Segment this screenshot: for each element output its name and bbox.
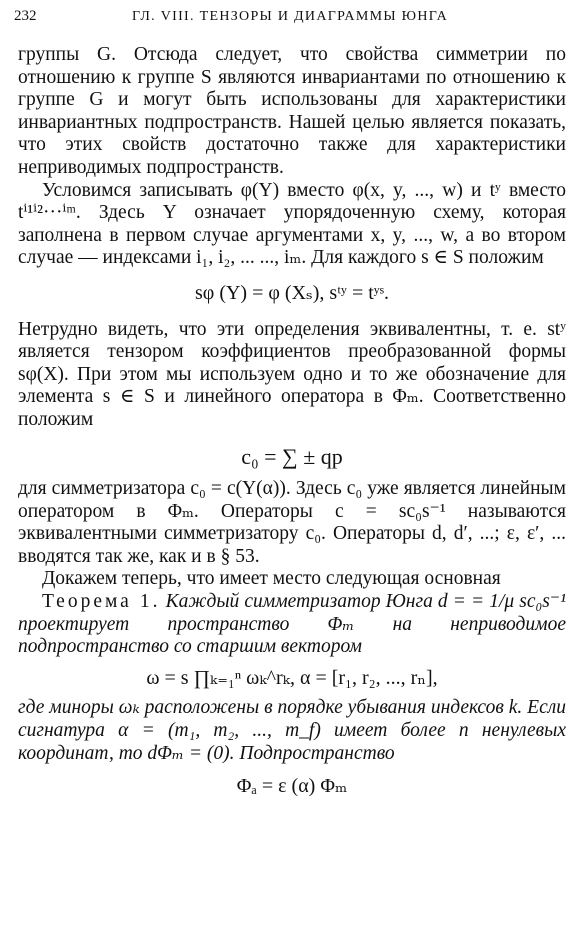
formula-3: ω = s ∏ₖ₌₁ⁿ ωₖ^rₖ, α = [r₁, r₂, ..., rₙ], xyxy=(146,666,438,689)
paragraph-2: Условимся записывать φ(Y) вместо φ(x, y, ..., w) и tʸ вместо tⁱ¹ⁱ²···ⁱᵐ. Здесь Y означает упорядоченную схему, которая заполнена в первом случае аргументами x, y, ..., w, а во втором случае — индексами i₁, i₂, ... ..., iₘ. Для каждого s ∈ S положим xyxy=(18,179,566,269)
formula-1: sφ (Y) = φ (Xₛ), sᵗʸ = tʸˢ. xyxy=(195,281,389,304)
paragraph-1: группы G. Отсюда следует, что свойства симметрии по отношению к группе S являются инвариантами по отношению к группе G и могут быть использованы для характеристики инвариантных подпространств. Нашей целью является показать, что этих свойств достаточно также для характеристики неприводимых подпространств. xyxy=(18,44,566,178)
theorem-label: Теорема 1. xyxy=(42,591,161,613)
theorem-1 xyxy=(18,591,566,659)
page-body xyxy=(18,44,566,798)
formula-2: c₀ = ∑ ± qp xyxy=(241,443,343,469)
paragraph-5: Докажем теперь, что имеет место следующая основная xyxy=(42,568,501,590)
paragraph-6: где миноры ωₖ расположены в порядке убывания индексов k. Если сигнатура α = (m₁, m₂, ..., m_f) имеет более n ненулевых координат, то dΦₘ = (0). Подпространство xyxy=(18,697,566,764)
page-header xyxy=(14,8,566,30)
paragraph-3: Нетрудно видеть, что эти определения эквивалентны, т. е. stʸ является тензором коэффициентов преобразованной формы sφ(X). При этом мы используем одно и то же обозначение для элемента s ∈ S и линейного оператора в Φₘ. Соответственно положим xyxy=(18,318,566,430)
running-head: ГЛ. VIII. ТЕНЗОРЫ И ДИАГРАММЫ ЮНГА xyxy=(131,9,449,24)
paragraph-4: для симметризатора c₀ = c(Y(α)). Здесь c₀ уже является линейным оператором в Φₘ. Операторы c = sc₀s⁻¹ называются эквивалентными симметризатору c₀. Операторы d, d′, ...; ε, ε′, ... вводятся так же, как и в § 53. xyxy=(18,478,566,567)
theorem-text: Каждый симметризатор Юнга d = = 1/μ sc₀s⁻¹ проектирует пространство Φₘ на неприводимое подпространство со старшим вектором xyxy=(18,591,567,658)
formula-4: Φₐ = ε (α) Φₘ xyxy=(236,775,348,798)
page-number: 232 xyxy=(14,8,37,24)
